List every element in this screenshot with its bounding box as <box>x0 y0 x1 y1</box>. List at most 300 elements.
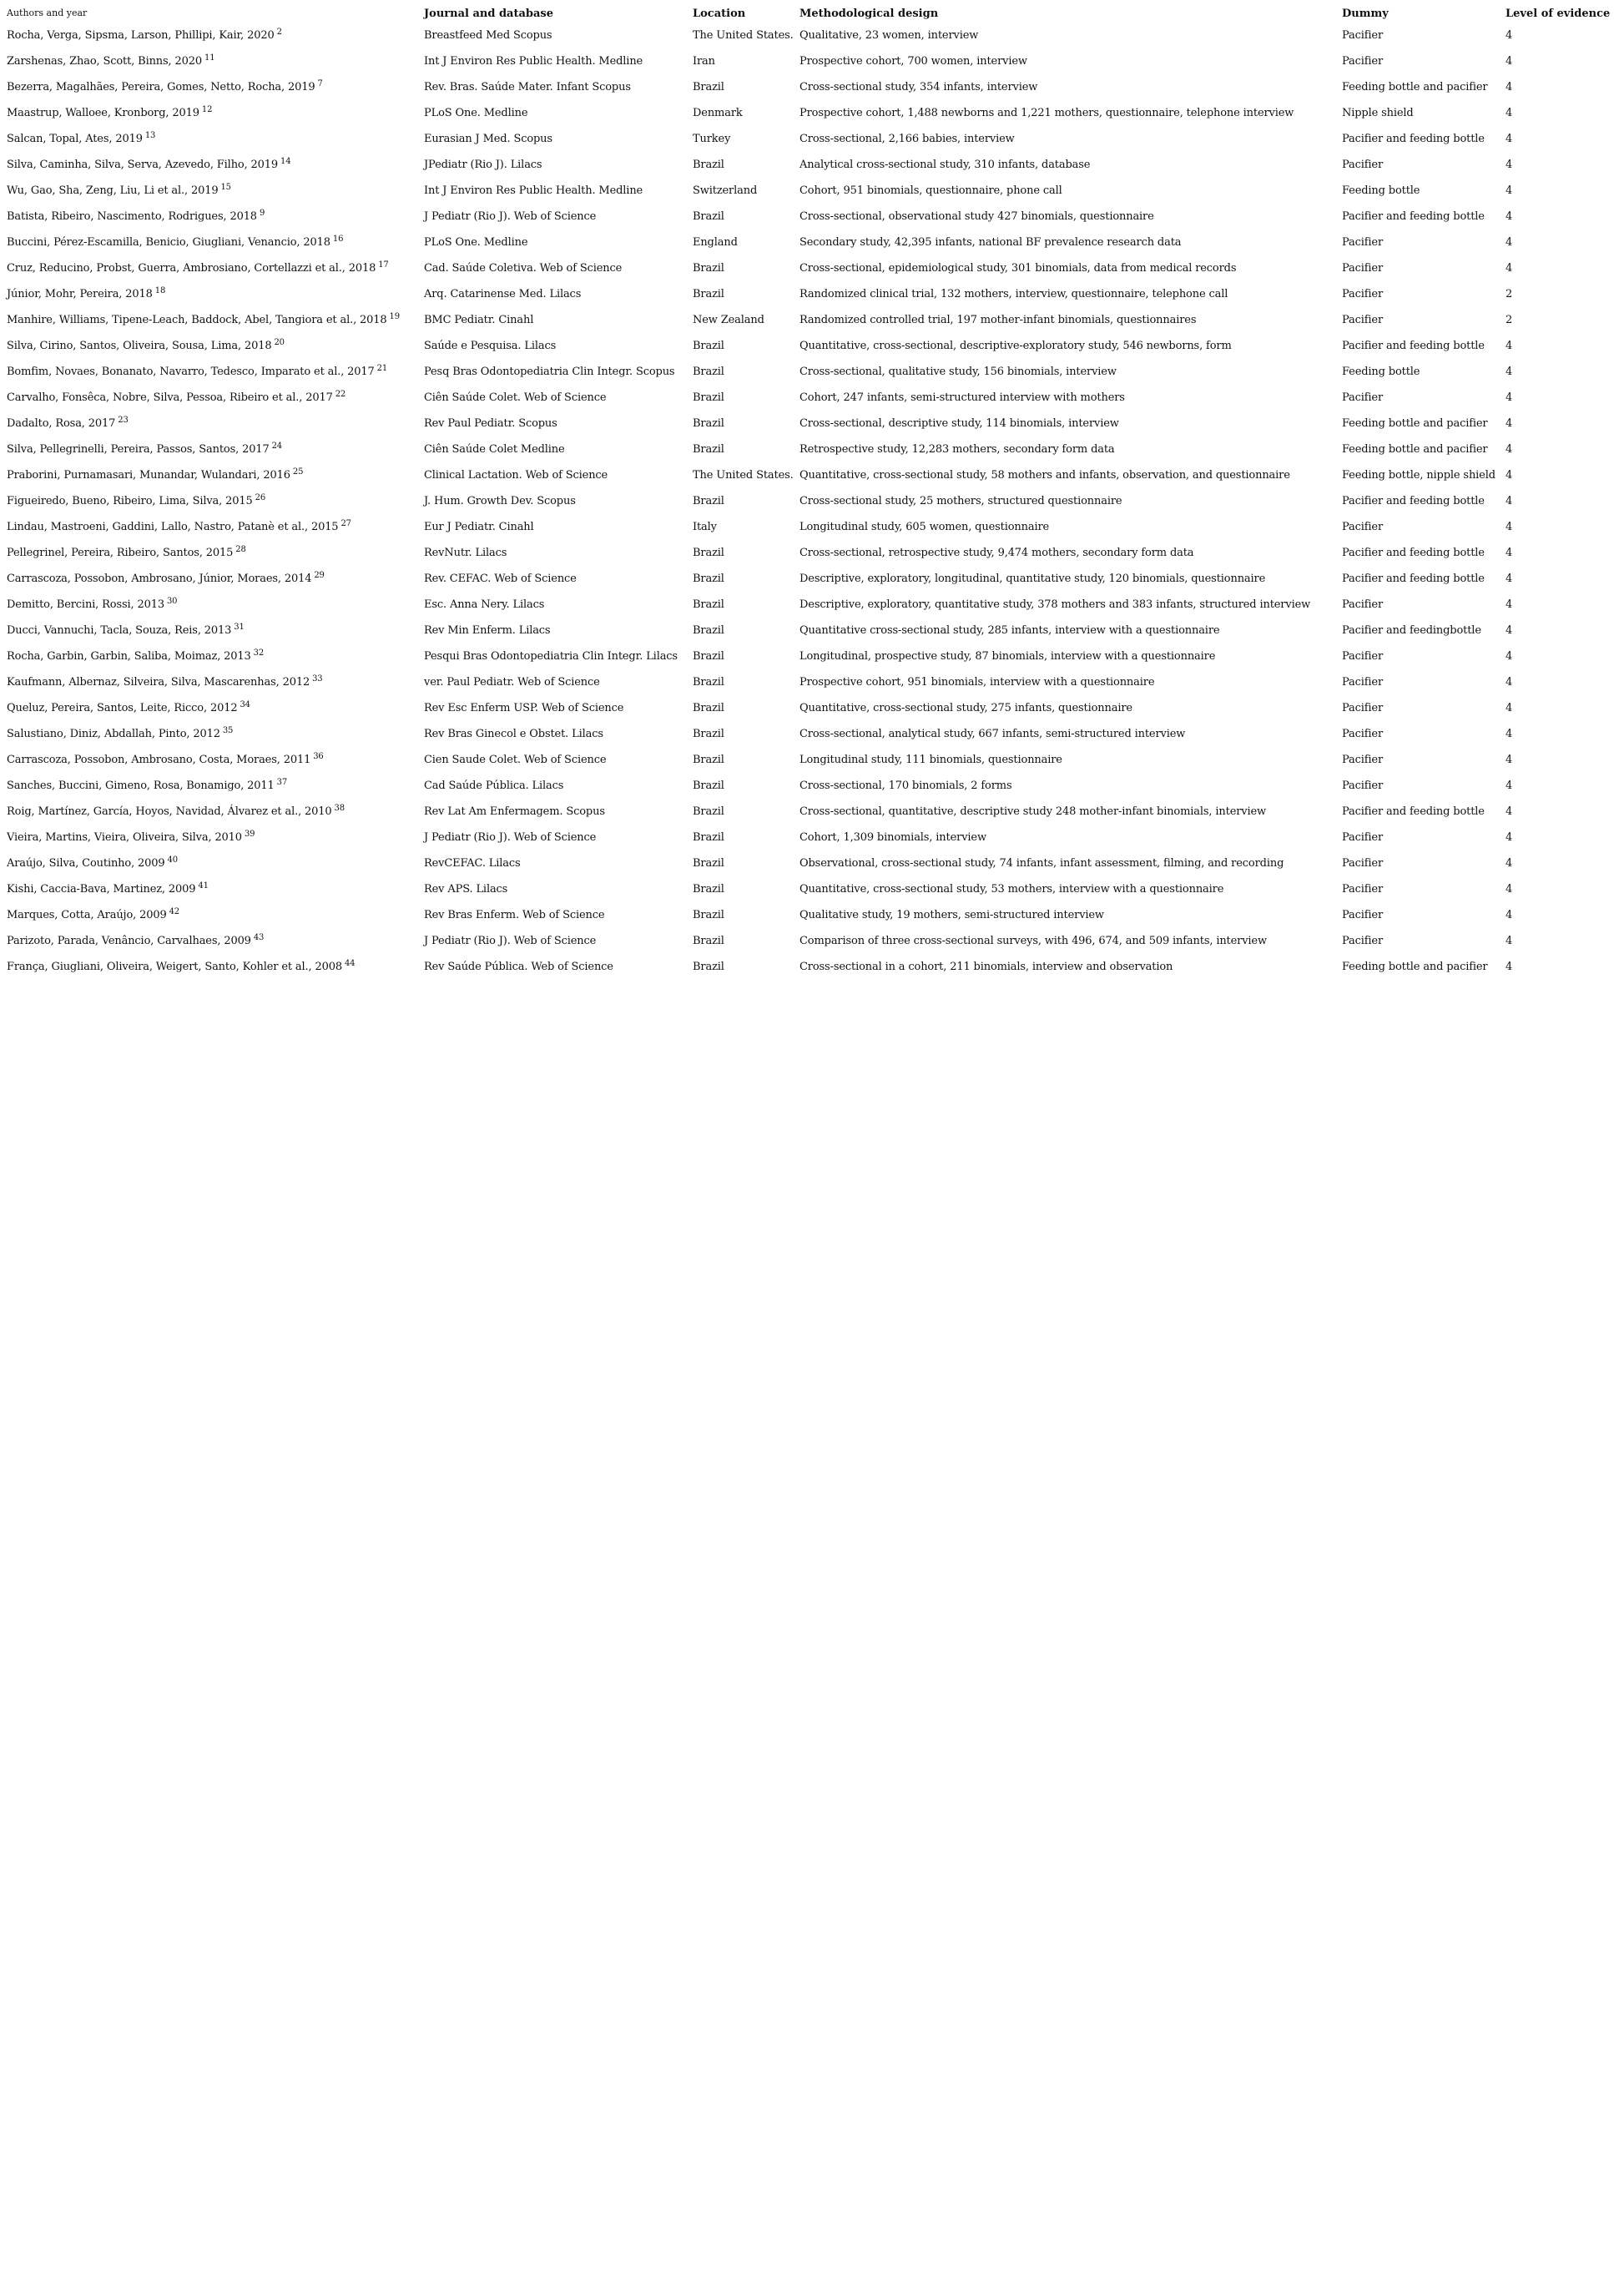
cell-journal: PLoS One. Medline <box>424 107 528 119</box>
author-text: Batista, Ribeiro, Nascimento, Rodrigues, 2018 <box>7 210 257 223</box>
author-text: Zarshenas, Zhao, Scott, Binns, 2020 <box>7 55 202 68</box>
table-row <box>3 568 1614 594</box>
cell-dummy: Pacifier and feeding bottle <box>1342 495 1485 507</box>
cell-location: Turkey <box>693 133 731 145</box>
cell-dummy: Pacifier <box>1342 728 1384 740</box>
cell-level: 4 <box>1506 81 1513 93</box>
cell-level: 4 <box>1506 340 1513 352</box>
cell-level: 4 <box>1506 262 1513 275</box>
reference-number: 30 <box>166 597 178 606</box>
cell-level: 4 <box>1506 754 1513 766</box>
cell-design: Cross-sectional, epidemiological study, 301 binomials, data from medical records <box>799 262 1237 275</box>
cell-level: 4 <box>1506 909 1513 921</box>
cell-journal: Saúde e Pesquisa. Lilacs <box>424 340 557 352</box>
cell-design: Prospective cohort, 1,488 newborns and 1,221 mothers, questionnaire, telephone interview <box>799 107 1294 119</box>
cell-authors <box>3 620 420 646</box>
reference-number: 22 <box>335 390 346 399</box>
author-text: Bomfim, Novaes, Bonanato, Navarro, Tedesco, Imparato et al., 2017 <box>7 366 375 378</box>
author-text: Júnior, Mohr, Pereira, 2018 <box>7 288 153 300</box>
cell-location: Brazil <box>693 443 724 456</box>
cell-journal: PLoS One. Medline <box>424 236 528 249</box>
author-text: Wu, Gao, Sha, Zeng, Liu, Li et al., 2019 <box>7 184 219 197</box>
cell-design: Cross-sectional, quantitative, descriptive study 248 mother-infant binomials, interview <box>799 805 1267 818</box>
cell-design: Cross-sectional, 2,166 babies, interview <box>799 133 1015 145</box>
cell-journal: J. Hum. Growth Dev. Scopus <box>424 495 576 507</box>
table-row <box>3 853 1614 879</box>
cell-authors <box>3 413 420 439</box>
author-text: Dadalto, Rosa, 2017 <box>7 417 116 430</box>
table-row <box>3 413 1614 439</box>
author-text: Praborini, Purnamasari, Munandar, Wulandari, 2016 <box>7 469 290 482</box>
cell-dummy: Feeding bottle and pacifier <box>1342 443 1488 456</box>
reference-number: 43 <box>253 933 265 942</box>
header-dummy: Dummy <box>1342 8 1389 20</box>
cell-design: Cross-sectional, observational study 427 binomials, questionnaire <box>799 210 1154 223</box>
cell-level: 4 <box>1506 366 1513 378</box>
cell-level: 4 <box>1506 391 1513 404</box>
cell-dummy: Pacifier <box>1342 754 1384 766</box>
cell-design: Longitudinal study, 111 binomials, questionnaire <box>799 754 1062 766</box>
cell-authors <box>3 232 420 258</box>
reference-number: 17 <box>378 260 389 270</box>
reference-number: 15 <box>220 183 231 192</box>
cell-dummy: Pacifier <box>1342 288 1384 300</box>
cell-level: 4 <box>1506 831 1513 844</box>
cell-dummy: Pacifier <box>1342 909 1384 921</box>
cell-level: 4 <box>1506 469 1513 482</box>
header-authors: Authors and year <box>7 8 88 18</box>
cell-dummy: Pacifier <box>1342 391 1384 404</box>
cell-design: Cross-sectional study, 354 infants, interview <box>799 81 1038 93</box>
cell-journal: Rev Paul Pediatr. Scopus <box>424 417 557 430</box>
cell-dummy: Pacifier <box>1342 831 1384 844</box>
cell-design: Qualitative, 23 women, interview <box>799 29 979 42</box>
cell-location: Brazil <box>693 883 724 896</box>
cell-level: 4 <box>1506 624 1513 637</box>
cell-dummy: Pacifier <box>1342 29 1384 42</box>
author-text: Vieira, Martins, Vieira, Oliveira, Silva, 2010 <box>7 831 242 844</box>
author-text: Figueiredo, Bueno, Ribeiro, Lima, Silva, 2015 <box>7 495 253 507</box>
cell-journal: Rev Bras Ginecol e Obstet. Lilacs <box>424 728 603 740</box>
cell-journal: Eur J Pediatr. Cinahl <box>424 521 534 533</box>
cell-location: Brazil <box>693 159 724 171</box>
cell-level: 4 <box>1506 961 1513 973</box>
cell-level: 4 <box>1506 521 1513 533</box>
header-design: Methodological design <box>799 8 939 20</box>
cell-level: 4 <box>1506 780 1513 792</box>
cell-authors <box>3 517 420 542</box>
cell-journal: Int J Environ Res Public Health. Medline <box>424 184 643 197</box>
cell-dummy: Pacifier <box>1342 676 1384 689</box>
cell-design: Quantitative, cross-sectional, descriptive-exploratory study, 546 newborns, form <box>799 340 1232 352</box>
cell-location: Brazil <box>693 573 724 585</box>
author-text: Salustiano, Diniz, Abdallah, Pinto, 2012 <box>7 728 220 740</box>
cell-journal: Rev Min Enferm. Lilacs <box>424 624 551 637</box>
cell-dummy: Pacifier <box>1342 55 1384 68</box>
cell-location: England <box>693 236 738 249</box>
cell-design: Secondary study, 42,395 infants, national BF prevalence research data <box>799 236 1182 249</box>
author-text: Araújo, Silva, Coutinho, 2009 <box>7 857 165 870</box>
cell-journal: Clinical Lactation. Web of Science <box>424 469 608 482</box>
cell-design: Cross-sectional, retrospective study, 9,474 mothers, secondary form data <box>799 547 1194 559</box>
cell-authors <box>3 180 420 206</box>
cell-level: 4 <box>1506 883 1513 896</box>
cell-authors <box>3 77 420 103</box>
cell-location: Brazil <box>693 961 724 973</box>
cell-location: Brazil <box>693 81 724 93</box>
author-text: Silva, Caminha, Silva, Serva, Azevedo, Filho, 2019 <box>7 159 279 171</box>
cell-dummy: Feeding bottle and pacifier <box>1342 417 1488 430</box>
cell-authors <box>3 336 420 361</box>
author-text: Maastrup, Walloee, Kronborg, 2019 <box>7 107 199 119</box>
author-text: Carrascoza, Possobon, Ambrosano, Costa, Moraes, 2011 <box>7 754 311 766</box>
table-row <box>3 542 1614 568</box>
reference-number: 18 <box>154 286 166 295</box>
cell-journal: Arq. Catarinense Med. Lilacs <box>424 288 582 300</box>
table-row <box>3 879 1614 905</box>
author-text: Kaufmann, Albernaz, Silveira, Silva, Mascarenhas, 2012 <box>7 676 310 689</box>
cell-location: Brazil <box>693 857 724 870</box>
author-text: Marques, Cotta, Araújo, 2009 <box>7 909 167 921</box>
cell-authors <box>3 594 420 620</box>
cell-dummy: Pacifier and feedingbottle <box>1342 624 1481 637</box>
cell-design: Quantitative, cross-sectional study, 275 infants, questionnaire <box>799 702 1132 714</box>
cell-design: Analytical cross-sectional study, 310 infants, database <box>799 159 1091 171</box>
cell-authors <box>3 103 420 129</box>
table-row <box>3 206 1614 232</box>
cell-journal: Cien Saude Colet. Web of Science <box>424 754 607 766</box>
cell-dummy: Pacifier and feeding bottle <box>1342 547 1485 559</box>
table-row <box>3 517 1614 542</box>
cell-journal: Int J Environ Res Public Health. Medline <box>424 55 643 68</box>
cell-authors <box>3 827 420 853</box>
table-row <box>3 905 1614 931</box>
table-row <box>3 103 1614 129</box>
cell-journal: Pesqui Bras Odontopediatria Clin Integr. Lilacs <box>424 650 678 663</box>
cell-dummy: Pacifier and feeding bottle <box>1342 340 1485 352</box>
cell-level: 4 <box>1506 443 1513 456</box>
author-text: Salcan, Topal, Ates, 2019 <box>7 133 143 145</box>
cell-level: 4 <box>1506 598 1513 611</box>
table-row <box>3 129 1614 154</box>
cell-authors <box>3 931 420 956</box>
cell-design: Prospective cohort, 700 women, interview <box>799 55 1027 68</box>
studies-table <box>3 5 1614 982</box>
author-text: Queluz, Pereira, Santos, Leite, Ricco, 2012 <box>7 702 238 714</box>
author-text: Ducci, Vannuchi, Tacla, Souza, Reis, 2013 <box>7 624 232 637</box>
cell-authors <box>3 310 420 336</box>
reference-number: 44 <box>344 959 356 968</box>
cell-design: Comparison of three cross-sectional surveys, with 496, 674, and 509 infants, interview <box>799 935 1267 947</box>
cell-design: Quantitative, cross-sectional study, 58 mothers and infants, observation, and questionnaire <box>799 469 1290 482</box>
header-location: Location <box>693 8 746 20</box>
author-text: Carvalho, Fonsêca, Nobre, Silva, Pessoa, Ribeiro et al., 2017 <box>7 391 333 404</box>
cell-level: 4 <box>1506 55 1513 68</box>
header-level: Level of evidence <box>1506 8 1611 20</box>
reference-number: 31 <box>234 623 245 632</box>
cell-authors <box>3 51 420 77</box>
cell-dummy: Feeding bottle and pacifier <box>1342 81 1488 93</box>
author-text: Kishi, Caccia-Bava, Martinez, 2009 <box>7 883 196 896</box>
cell-location: Brazil <box>693 831 724 844</box>
cell-dummy: Feeding bottle <box>1342 184 1420 197</box>
cell-journal: J Pediatr (Rio J). Web of Science <box>424 210 597 223</box>
cell-authors <box>3 154 420 180</box>
table-row <box>3 594 1614 620</box>
cell-design: Cross-sectional in a cohort, 211 binomials, interview and observation <box>799 961 1173 973</box>
table-row <box>3 646 1614 672</box>
table-row <box>3 620 1614 646</box>
cell-dummy: Pacifier <box>1342 159 1384 171</box>
cell-location: Brazil <box>693 340 724 352</box>
cell-level: 4 <box>1506 935 1513 947</box>
cell-level: 4 <box>1506 547 1513 559</box>
cell-journal: ver. Paul Pediatr. Web of Science <box>424 676 600 689</box>
cell-authors <box>3 542 420 568</box>
reference-number: 9 <box>259 209 265 218</box>
reference-number: 16 <box>332 235 344 244</box>
cell-level: 4 <box>1506 133 1513 145</box>
cell-journal: Rev Lat Am Enfermagem. Scopus <box>424 805 605 818</box>
cell-location: Brazil <box>693 366 724 378</box>
author-text: Carrascoza, Possobon, Ambrosano, Júnior, Moraes, 2014 <box>7 573 312 585</box>
cell-dummy: Pacifier <box>1342 650 1384 663</box>
author-text: Silva, Pellegrinelli, Pereira, Passos, Santos, 2017 <box>7 443 270 456</box>
cell-location: Brazil <box>693 909 724 921</box>
table-row <box>3 724 1614 749</box>
cell-journal: JPediatr (Rio J). Lilacs <box>424 159 542 171</box>
cell-design: Longitudinal study, 605 women, questionnaire <box>799 521 1050 533</box>
table-row <box>3 465 1614 491</box>
cell-journal: Rev. CEFAC. Web of Science <box>424 573 577 585</box>
cell-level: 4 <box>1506 702 1513 714</box>
cell-location: Brazil <box>693 624 724 637</box>
cell-authors <box>3 387 420 413</box>
cell-dummy: Feeding bottle and pacifier <box>1342 961 1488 973</box>
cell-authors <box>3 724 420 749</box>
cell-authors <box>3 284 420 310</box>
author-text: Cruz, Reducino, Probst, Guerra, Ambrosiano, Cortellazzi et al., 2018 <box>7 262 376 275</box>
cell-location: The United States. <box>693 469 794 482</box>
cell-level: 4 <box>1506 650 1513 663</box>
cell-dummy: Pacifier and feeding bottle <box>1342 573 1485 585</box>
cell-design: Descriptive, exploratory, quantitative study, 378 mothers and 383 infants, structured interview <box>799 598 1311 611</box>
author-text: Demitto, Bercini, Rossi, 2013 <box>7 598 164 611</box>
cell-location: Brazil <box>693 262 724 275</box>
cell-dummy: Pacifier <box>1342 780 1384 792</box>
table-row <box>3 801 1614 827</box>
cell-dummy: Pacifier <box>1342 857 1384 870</box>
cell-dummy: Pacifier <box>1342 236 1384 249</box>
cell-journal: Breastfeed Med Scopus <box>424 29 552 42</box>
cell-journal: Rev. Bras. Saúde Mater. Infant Scopus <box>424 81 631 93</box>
reference-number: 37 <box>276 778 288 787</box>
table-row <box>3 51 1614 77</box>
cell-level: 2 <box>1506 314 1513 326</box>
reference-number: 14 <box>280 157 291 166</box>
table-row <box>3 77 1614 103</box>
reference-number: 40 <box>167 855 178 865</box>
cell-authors <box>3 25 420 51</box>
cell-authors <box>3 491 420 517</box>
author-text: Rocha, Verga, Sipsma, Larson, Phillipi, Kair, 2020 <box>7 29 275 42</box>
cell-authors <box>3 206 420 232</box>
cell-design: Cross-sectional, qualitative study, 156 binomials, interview <box>799 366 1117 378</box>
reference-number: 34 <box>240 700 250 709</box>
cell-journal: Cad. Saúde Coletiva. Web of Science <box>424 262 623 275</box>
cell-location: Brazil <box>693 495 724 507</box>
cell-dummy: Pacifier and feeding bottle <box>1342 805 1485 818</box>
reference-number: 11 <box>204 53 215 63</box>
cell-design: Cross-sectional study, 25 mothers, structured questionnaire <box>799 495 1122 507</box>
reference-number: 39 <box>244 830 255 839</box>
cell-level: 4 <box>1506 805 1513 818</box>
cell-level: 4 <box>1506 495 1513 507</box>
cell-design: Cohort, 951 binomials, questionnaire, phone call <box>799 184 1062 197</box>
table-row <box>3 154 1614 180</box>
reference-number: 42 <box>169 907 180 916</box>
cell-location: Denmark <box>693 107 743 119</box>
cell-location: Switzerland <box>693 184 758 197</box>
cell-design: Cohort, 247 infants, semi-structured interview with mothers <box>799 391 1125 404</box>
reference-number: 20 <box>274 338 285 347</box>
cell-design: Descriptive, exploratory, longitudinal, quantitative study, 120 binomials, questionnaire <box>799 573 1266 585</box>
header-row <box>3 5 1614 25</box>
cell-journal: Cad Saúde Pública. Lilacs <box>424 780 564 792</box>
cell-authors <box>3 361 420 387</box>
reference-number: 28 <box>235 545 246 554</box>
table-row <box>3 775 1614 801</box>
cell-design: Retrospective study, 12,283 mothers, secondary form data <box>799 443 1115 456</box>
cell-location: Brazil <box>693 417 724 430</box>
table-row <box>3 232 1614 258</box>
cell-location: Italy <box>693 521 717 533</box>
cell-design: Cross-sectional, 170 binomials, 2 forms <box>799 780 1012 792</box>
author-text: Sanches, Buccini, Gimeno, Rosa, Bonamigo, 2011 <box>7 780 275 792</box>
reference-number: 21 <box>376 364 388 373</box>
table-row <box>3 284 1614 310</box>
cell-design: Quantitative cross-sectional study, 285 infants, interview with a questionnaire <box>799 624 1220 637</box>
cell-authors <box>3 465 420 491</box>
table-header <box>3 5 1614 25</box>
cell-journal: Esc. Anna Nery. Lilacs <box>424 598 545 611</box>
table-row <box>3 672 1614 698</box>
cell-location: Brazil <box>693 650 724 663</box>
cell-level: 4 <box>1506 210 1513 223</box>
reference-number: 32 <box>253 648 265 658</box>
reference-number: 33 <box>312 674 323 684</box>
cell-journal: Ciên Saúde Colet. Web of Science <box>424 391 607 404</box>
table-row <box>3 439 1614 465</box>
cell-dummy: Pacifier and feeding bottle <box>1342 210 1485 223</box>
cell-location: Brazil <box>693 598 724 611</box>
cell-journal: Ciên Saúde Colet Medline <box>424 443 565 456</box>
cell-level: 4 <box>1506 236 1513 249</box>
table-row <box>3 698 1614 724</box>
author-text: Bezerra, Magalhães, Pereira, Gomes, Netto, Rocha, 2019 <box>7 81 315 93</box>
cell-level: 4 <box>1506 676 1513 689</box>
table-row <box>3 336 1614 361</box>
cell-journal: RevCEFAC. Lilacs <box>424 857 521 870</box>
cell-authors <box>3 258 420 284</box>
cell-dummy: Pacifier <box>1342 935 1384 947</box>
cell-dummy: Feeding bottle <box>1342 366 1420 378</box>
author-text: Pellegrinel, Pereira, Ribeiro, Santos, 2015 <box>7 547 234 559</box>
reference-number: 41 <box>198 881 209 891</box>
cell-journal: Rev Esc Enferm USP. Web of Science <box>424 702 624 714</box>
cell-authors <box>3 129 420 154</box>
cell-authors <box>3 646 420 672</box>
cell-location: Brazil <box>693 728 724 740</box>
cell-location: Brazil <box>693 805 724 818</box>
reference-number: 25 <box>292 467 304 477</box>
author-text: Silva, Cirino, Santos, Oliveira, Sousa, Lima, 2018 <box>7 340 272 352</box>
reference-number: 2 <box>276 28 282 37</box>
author-text: Roig, Martínez, García, Hoyos, Navidad, Álvarez et al., 2010 <box>7 805 332 818</box>
cell-level: 4 <box>1506 417 1513 430</box>
table-row <box>3 180 1614 206</box>
cell-journal: J Pediatr (Rio J). Web of Science <box>424 831 597 844</box>
cell-location: Brazil <box>693 547 724 559</box>
cell-location: Brazil <box>693 288 724 300</box>
cell-level: 4 <box>1506 728 1513 740</box>
cell-dummy: Pacifier and feeding bottle <box>1342 133 1485 145</box>
cell-location: Brazil <box>693 780 724 792</box>
author-text: Buccini, Pérez-Escamilla, Benicio, Giugliani, Venancio, 2018 <box>7 236 330 249</box>
cell-journal: BMC Pediatr. Cinahl <box>424 314 534 326</box>
cell-location: Iran <box>693 55 715 68</box>
cell-authors <box>3 801 420 827</box>
cell-location: Brazil <box>693 754 724 766</box>
cell-design: Longitudinal, prospective study, 87 binomials, interview with a questionnaire <box>799 650 1216 663</box>
cell-design: Prospective cohort, 951 binomials, interview with a questionnaire <box>799 676 1155 689</box>
cell-location: The United States. <box>693 29 794 42</box>
reference-number: 27 <box>340 519 351 528</box>
cell-level: 4 <box>1506 159 1513 171</box>
author-text: Rocha, Garbin, Garbin, Saliba, Moimaz, 2013 <box>7 650 251 663</box>
cell-authors <box>3 439 420 465</box>
cell-authors <box>3 905 420 931</box>
cell-authors <box>3 568 420 594</box>
table-row <box>3 749 1614 775</box>
cell-journal: Rev Saúde Pública. Web of Science <box>424 961 613 973</box>
cell-dummy: Pacifier <box>1342 598 1384 611</box>
cell-authors <box>3 672 420 698</box>
cell-design: Cohort, 1,309 binomials, interview <box>799 831 986 844</box>
cell-authors <box>3 775 420 801</box>
reference-number: 12 <box>201 105 213 114</box>
cell-dummy: Pacifier <box>1342 521 1384 533</box>
table-row <box>3 931 1614 956</box>
table-row <box>3 25 1614 51</box>
table-body <box>3 25 1614 982</box>
cell-level: 4 <box>1506 29 1513 42</box>
reference-number: 29 <box>314 571 325 580</box>
cell-design: Cross-sectional, analytical study, 667 infants, semi-structured interview <box>799 728 1186 740</box>
cell-level: 4 <box>1506 573 1513 585</box>
author-text: Lindau, Mastroeni, Gaddini, Lallo, Nastro, Patanè et al., 2015 <box>7 521 339 533</box>
table-row <box>3 310 1614 336</box>
table-row <box>3 956 1614 982</box>
cell-authors <box>3 698 420 724</box>
cell-dummy: Feeding bottle, nipple shield <box>1342 469 1495 482</box>
cell-dummy: Pacifier <box>1342 883 1384 896</box>
cell-design: Randomized clinical trial, 132 mothers, interview, questionnaire, telephone call <box>799 288 1228 300</box>
cell-dummy: Pacifier <box>1342 702 1384 714</box>
table-row <box>3 258 1614 284</box>
author-text: França, Giugliani, Oliveira, Weigert, Santo, Kohler et al., 2008 <box>7 961 342 973</box>
author-text: Parizoto, Parada, Venâncio, Carvalhaes, 2009 <box>7 935 251 947</box>
